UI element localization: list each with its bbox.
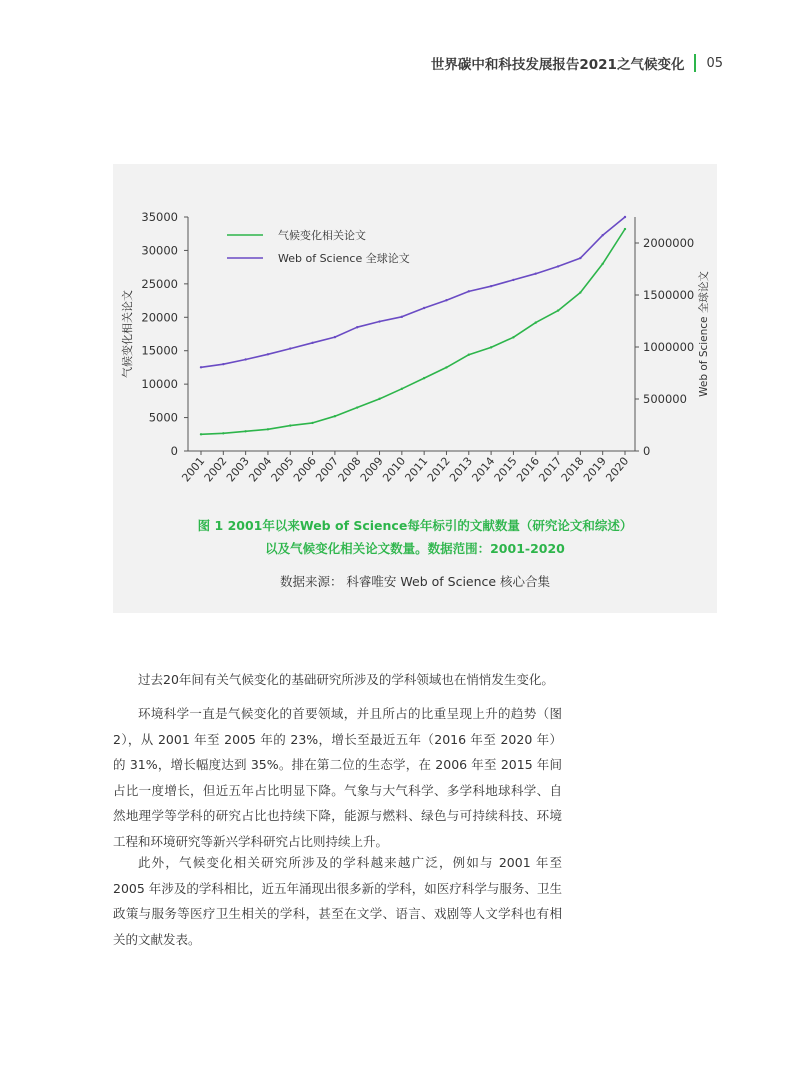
data-point-wos — [334, 336, 336, 338]
left-tick-label: 35000 — [141, 210, 178, 224]
data-point-wos — [579, 257, 581, 259]
data-point-wos — [200, 366, 202, 368]
x-tick-label: 2009 — [357, 454, 386, 485]
x-tick-label: 2011 — [402, 454, 431, 485]
x-tick-label: 2015 — [491, 454, 520, 485]
data-point-climate — [445, 366, 447, 368]
data-point-wos — [490, 285, 492, 287]
legend-label: Web of Science 全球论文 — [278, 252, 410, 265]
series-line-wos-papers — [201, 217, 625, 367]
data-point-wos — [468, 290, 470, 292]
x-tick-label: 2014 — [469, 454, 498, 485]
data-point-wos — [423, 307, 425, 309]
x-tick-label: 2003 — [223, 454, 252, 485]
header-divider — [694, 54, 696, 72]
x-tick-label: 2008 — [335, 454, 364, 485]
x-tick-label: 2001 — [179, 454, 208, 485]
data-point-climate — [200, 433, 202, 435]
left-tick-label: 25000 — [141, 276, 178, 291]
data-point-climate — [624, 228, 626, 230]
x-tick-label: 2010 — [380, 454, 409, 485]
report-title: 世界碳中和科技发展报告2021之气候变化 — [430, 57, 685, 73]
data-point-wos — [557, 265, 559, 267]
left-tick-label: 10000 — [141, 377, 178, 392]
data-point-wos — [601, 234, 603, 236]
data-point-wos — [401, 316, 403, 318]
x-tick-label: 2007 — [313, 454, 342, 485]
paragraph-1: 过去20年间有关气候变化的基础研究所涉及的学科领域也在悄悄发生变化。 — [138, 672, 554, 687]
data-point-climate — [401, 388, 403, 390]
x-tick-label: 2018 — [558, 454, 587, 485]
data-point-climate — [222, 432, 224, 434]
series-line-climate-papers — [201, 229, 625, 434]
x-tick-label: 2002 — [201, 454, 230, 485]
data-point-climate — [601, 263, 603, 265]
data-point-wos — [624, 216, 626, 218]
figure-1 — [113, 164, 717, 613]
data-point-climate — [244, 430, 246, 432]
x-tick-label: 2017 — [536, 454, 565, 485]
x-tick-label: 2020 — [603, 454, 632, 485]
data-point-climate — [334, 415, 336, 417]
x-tick-label: 2005 — [268, 454, 297, 485]
data-point-climate — [579, 291, 581, 293]
left-tick-label: 0 — [170, 444, 178, 458]
x-tick-label: 2012 — [424, 454, 453, 485]
right-tick-label: 2000000 — [643, 236, 695, 250]
data-point-wos — [378, 320, 380, 322]
figure-caption-line1: 图 1 2001年以来Web of Science每年标引的文献数量（研究论文和综述） — [197, 518, 633, 533]
data-point-climate — [311, 422, 313, 424]
x-tick-label: 2013 — [447, 454, 476, 485]
figure-source: 数据来源： 科睿唯安 Web of Science 核心合集 — [279, 574, 551, 589]
page-number: 05 — [706, 55, 723, 71]
data-point-climate — [468, 354, 470, 356]
x-tick-label: 2016 — [514, 454, 543, 485]
right-axis-title: Web of Science 全球论文 — [698, 271, 710, 397]
line-chart — [113, 164, 717, 504]
data-point-climate — [535, 321, 537, 323]
legend-label: 气候变化相关论文 — [278, 229, 366, 242]
data-point-wos — [311, 342, 313, 344]
data-point-wos — [267, 353, 269, 355]
right-tick-label: 1000000 — [643, 340, 695, 354]
right-tick-label: 0 — [643, 444, 651, 458]
data-point-climate — [378, 398, 380, 400]
x-tick-label: 2004 — [246, 454, 275, 485]
data-point-climate — [490, 346, 492, 348]
figure-caption-line2: 以及气候变化相关论文数量。数据范围：2001-2020 — [265, 541, 565, 556]
data-point-wos — [289, 347, 291, 349]
x-tick-label: 2019 — [581, 454, 609, 485]
data-point-climate — [356, 406, 358, 408]
data-point-climate — [267, 428, 269, 430]
data-point-climate — [423, 377, 425, 379]
paragraph-3: 此外，气候变化相关研究所涉及的学科越来越广泛，例如与 2001 年至 2005 年涉及的学科相比，近五年涌现出很多新的学科，如医疗科学与服务、卫生政策与服务等医疗卫生相关的学科，甚至在文学、语言、戏剧等人文学科也有相关的文献发表。 — [113, 855, 562, 947]
data-point-wos — [535, 272, 537, 274]
data-point-climate — [557, 309, 559, 311]
left-axis-title: 气候变化相关论文 — [121, 290, 134, 378]
data-point-wos — [244, 358, 246, 360]
left-tick-label: 30000 — [141, 243, 178, 258]
x-tick-label: 2006 — [290, 454, 319, 485]
data-point-wos — [445, 299, 447, 301]
paragraph-2: 环境科学一直是气候变化的首要领域，并且所占的比重呈现上升的趋势（图2），从 2001 年至 2005 年的 23%，增长至最近五年（2016 年至 2020 年）的 31%，增长幅度达到 35%。排在第二位的生态学，在 2006 年至 2015 年间占比一度增长，但近五年占比明显下降。气象与大气科学、多学科地球科学、自然地理学等学科的研究占比也持续下降，能源与燃料、绿色与可持续科技、环境工程和环境研究等新兴学科研究占比则持续上升。 — [113, 706, 562, 849]
left-tick-label: 20000 — [141, 310, 178, 325]
data-point-wos — [512, 279, 514, 281]
right-tick-label: 500000 — [643, 392, 687, 406]
left-tick-label: 15000 — [141, 343, 178, 358]
left-tick-label: 5000 — [148, 410, 178, 425]
right-tick-label: 1500000 — [643, 288, 695, 302]
data-point-wos — [222, 363, 224, 365]
data-point-climate — [289, 424, 291, 426]
data-point-climate — [512, 336, 514, 338]
data-point-wos — [356, 326, 358, 328]
page-header — [431, 52, 723, 74]
